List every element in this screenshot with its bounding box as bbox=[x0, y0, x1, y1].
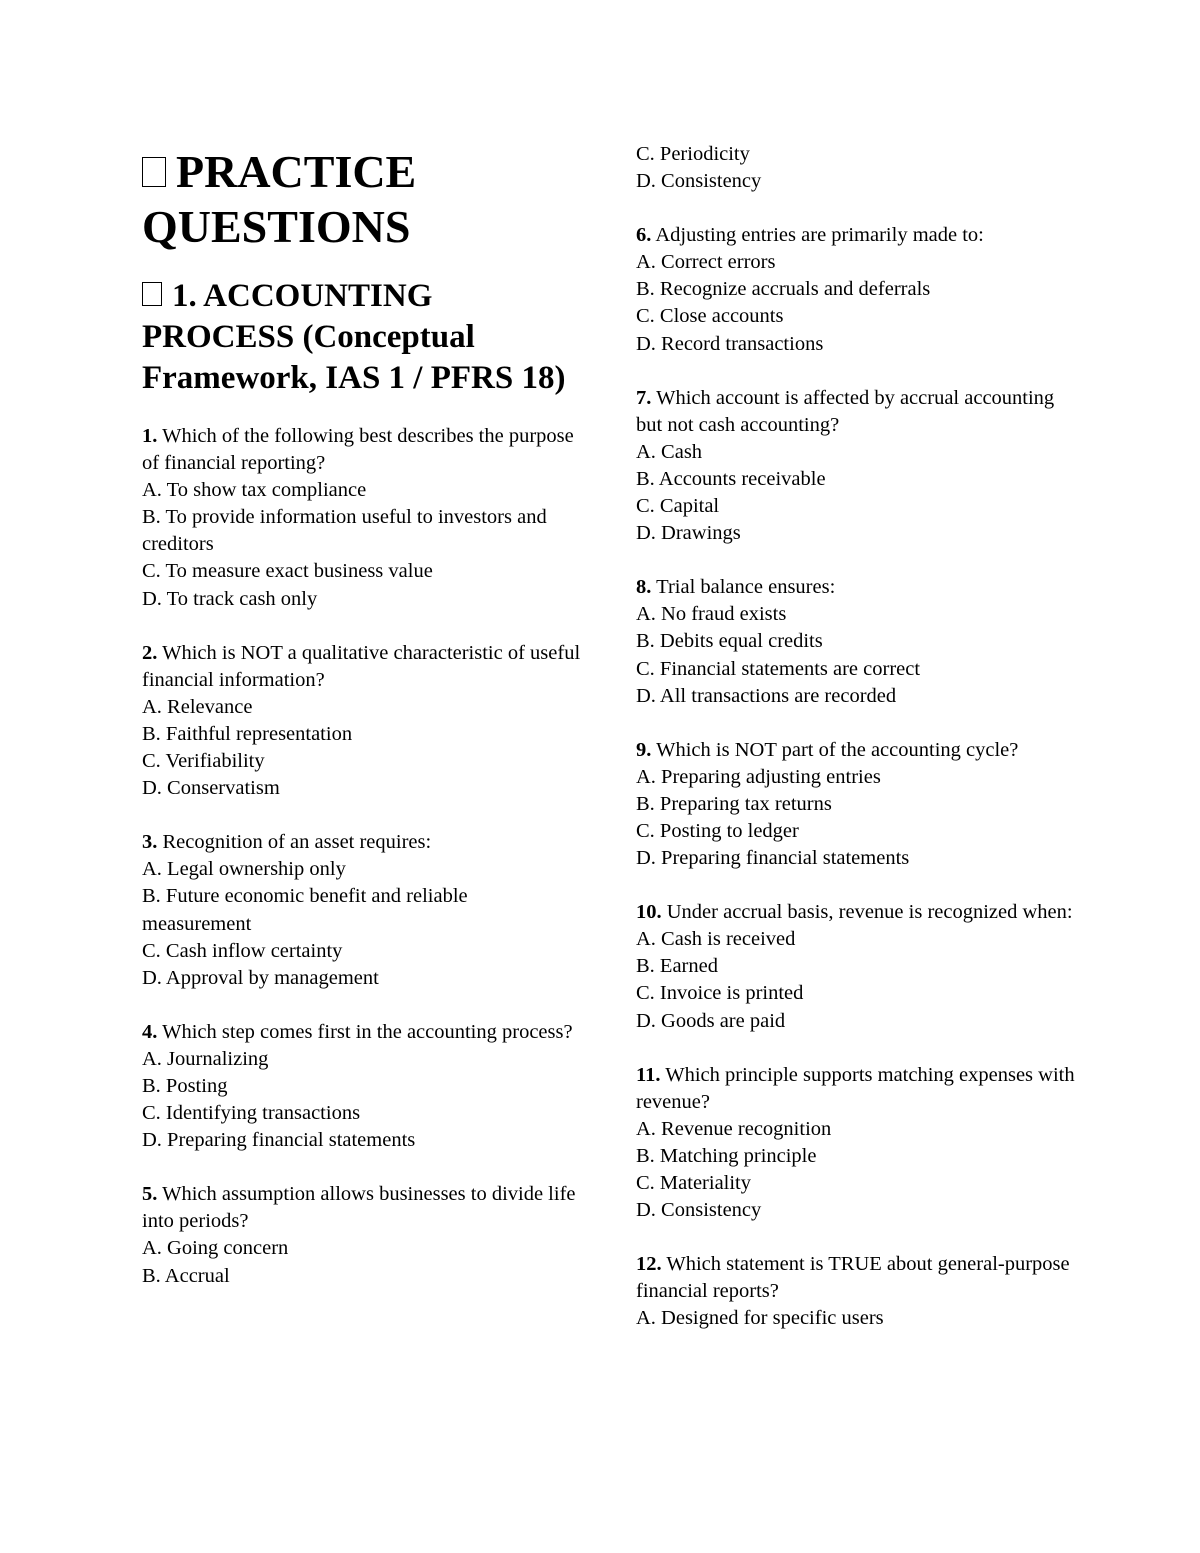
question-number: 3. bbox=[142, 831, 158, 854]
question-4 bbox=[142, 1019, 582, 1154]
option-d: D. Consistency bbox=[636, 1199, 762, 1222]
question-1 bbox=[142, 423, 582, 613]
option-b: B. Accounts receivable bbox=[636, 467, 826, 490]
option-b: B. Debits equal credits bbox=[636, 630, 823, 653]
option-b: B. Faithful representation bbox=[142, 722, 353, 745]
option-a: A. Relevance bbox=[142, 695, 253, 718]
option-a: A. No fraud exists bbox=[636, 603, 787, 626]
option-b: B. Matching principle bbox=[636, 1144, 817, 1167]
page-title-text: PRACTICE QUESTIONS bbox=[142, 146, 417, 252]
option-c: C. Verifiability bbox=[142, 750, 265, 773]
question-number: 6. bbox=[636, 224, 652, 247]
question-6 bbox=[636, 222, 1076, 357]
option-d: D. All transactions are recorded bbox=[636, 684, 897, 707]
question-5 bbox=[142, 1181, 582, 1289]
question-number: 12. bbox=[636, 1253, 662, 1276]
question-text: Which is NOT a qualitative characteristic of useful financial information? bbox=[142, 641, 581, 691]
question-number: 2. bbox=[142, 641, 158, 664]
option-c: C. Financial statements are correct bbox=[636, 657, 921, 680]
option-a: A. Revenue recognition bbox=[636, 1117, 832, 1140]
question-text: Which of the following best describes the purpose of financial reporting? bbox=[142, 425, 574, 475]
option-a: A. Correct errors bbox=[636, 251, 776, 274]
missing-glyph-icon bbox=[142, 282, 162, 306]
question-number: 8. bbox=[636, 576, 652, 599]
option-d: D. Approval by management bbox=[142, 966, 379, 989]
option-b: B. Future economic benefit and reliable measurement bbox=[142, 885, 468, 935]
option-c: C. To measure exact business value bbox=[142, 560, 433, 583]
question-number: 4. bbox=[142, 1020, 158, 1043]
question-text: Which is NOT part of the accounting cycle? bbox=[656, 738, 1019, 761]
question-text: Which statement is TRUE about general-purpose financial reports? bbox=[636, 1253, 1070, 1303]
missing-glyph-icon bbox=[142, 157, 166, 187]
question-2 bbox=[142, 640, 582, 803]
question-12 bbox=[636, 1251, 1076, 1332]
option-d: D. Record transactions bbox=[636, 332, 824, 355]
question-text: Which account is affected by accrual accounting but not cash accounting? bbox=[636, 386, 1055, 436]
section-title bbox=[142, 276, 582, 399]
question-number: 9. bbox=[636, 738, 652, 761]
left-column bbox=[142, 144, 582, 1317]
question-text: Trial balance ensures: bbox=[656, 576, 836, 599]
page-title bbox=[142, 144, 582, 254]
question-text: Which assumption allows businesses to divide life into periods? bbox=[142, 1183, 576, 1233]
question-text: Which principle supports matching expenses with revenue? bbox=[636, 1063, 1075, 1113]
question-number: 1. bbox=[142, 425, 158, 447]
option-c: C. Periodicity bbox=[636, 143, 750, 165]
option-c: C. Close accounts bbox=[636, 305, 784, 328]
question-number: 5. bbox=[142, 1183, 158, 1206]
option-c: C. Invoice is printed bbox=[636, 982, 804, 1005]
option-d: D. Drawings bbox=[636, 522, 741, 545]
option-a: A. Legal ownership only bbox=[142, 858, 346, 881]
option-a: A. To show tax compliance bbox=[142, 479, 367, 502]
option-a: A. Cash is received bbox=[636, 928, 796, 951]
question-number: 10. bbox=[636, 901, 662, 924]
option-d: D. Preparing financial statements bbox=[142, 1129, 416, 1152]
option-b: B. To provide information useful to investors and creditors bbox=[142, 506, 547, 556]
option-c: C. Identifying transactions bbox=[142, 1102, 361, 1125]
option-c: C. Cash inflow certainty bbox=[142, 939, 343, 962]
question-text: Adjusting entries are primarily made to: bbox=[655, 224, 984, 247]
section-title-text: 1. ACCOUNTING PROCESS (Conceptual Framework, IAS 1 / PFRS 18) bbox=[142, 278, 566, 396]
question-7 bbox=[636, 385, 1076, 548]
option-d: D. To track cash only bbox=[142, 587, 318, 610]
option-c: C. Capital bbox=[636, 495, 720, 518]
question-11 bbox=[636, 1062, 1076, 1225]
option-b: B. Recognize accruals and deferrals bbox=[636, 278, 931, 301]
option-d: D. Goods are paid bbox=[636, 1009, 786, 1032]
question-9 bbox=[636, 737, 1076, 872]
option-b: B. Posting bbox=[142, 1074, 228, 1097]
option-c: C. Materiality bbox=[636, 1172, 752, 1194]
question-10 bbox=[636, 899, 1076, 1034]
option-a: A. Going concern bbox=[142, 1237, 289, 1260]
option-b: B. Preparing tax returns bbox=[636, 792, 832, 815]
question-8 bbox=[636, 574, 1076, 709]
right-column bbox=[636, 141, 1076, 1359]
option-a: A. Designed for specific users bbox=[636, 1307, 884, 1330]
question-number: 11. bbox=[636, 1063, 661, 1086]
question-text: Recognition of an asset requires: bbox=[162, 831, 432, 854]
option-d: D. Conservatism bbox=[142, 777, 280, 800]
option-a: A. Preparing adjusting entries bbox=[636, 765, 881, 788]
question-text: Under accrual basis, revenue is recognized when: bbox=[666, 901, 1073, 924]
option-d: D. Preparing financial statements bbox=[636, 847, 910, 870]
option-d: D. Consistency bbox=[636, 170, 762, 193]
question-5-continued bbox=[636, 141, 1076, 195]
option-a: A. Journalizing bbox=[142, 1047, 269, 1070]
option-b: B. Accrual bbox=[142, 1264, 230, 1287]
option-c: C. Posting to ledger bbox=[636, 819, 799, 842]
question-3 bbox=[142, 829, 582, 992]
question-text: Which step comes first in the accounting process? bbox=[162, 1020, 573, 1043]
option-b: B. Earned bbox=[636, 955, 718, 978]
option-a: A. Cash bbox=[636, 440, 703, 463]
question-number: 7. bbox=[636, 386, 652, 409]
